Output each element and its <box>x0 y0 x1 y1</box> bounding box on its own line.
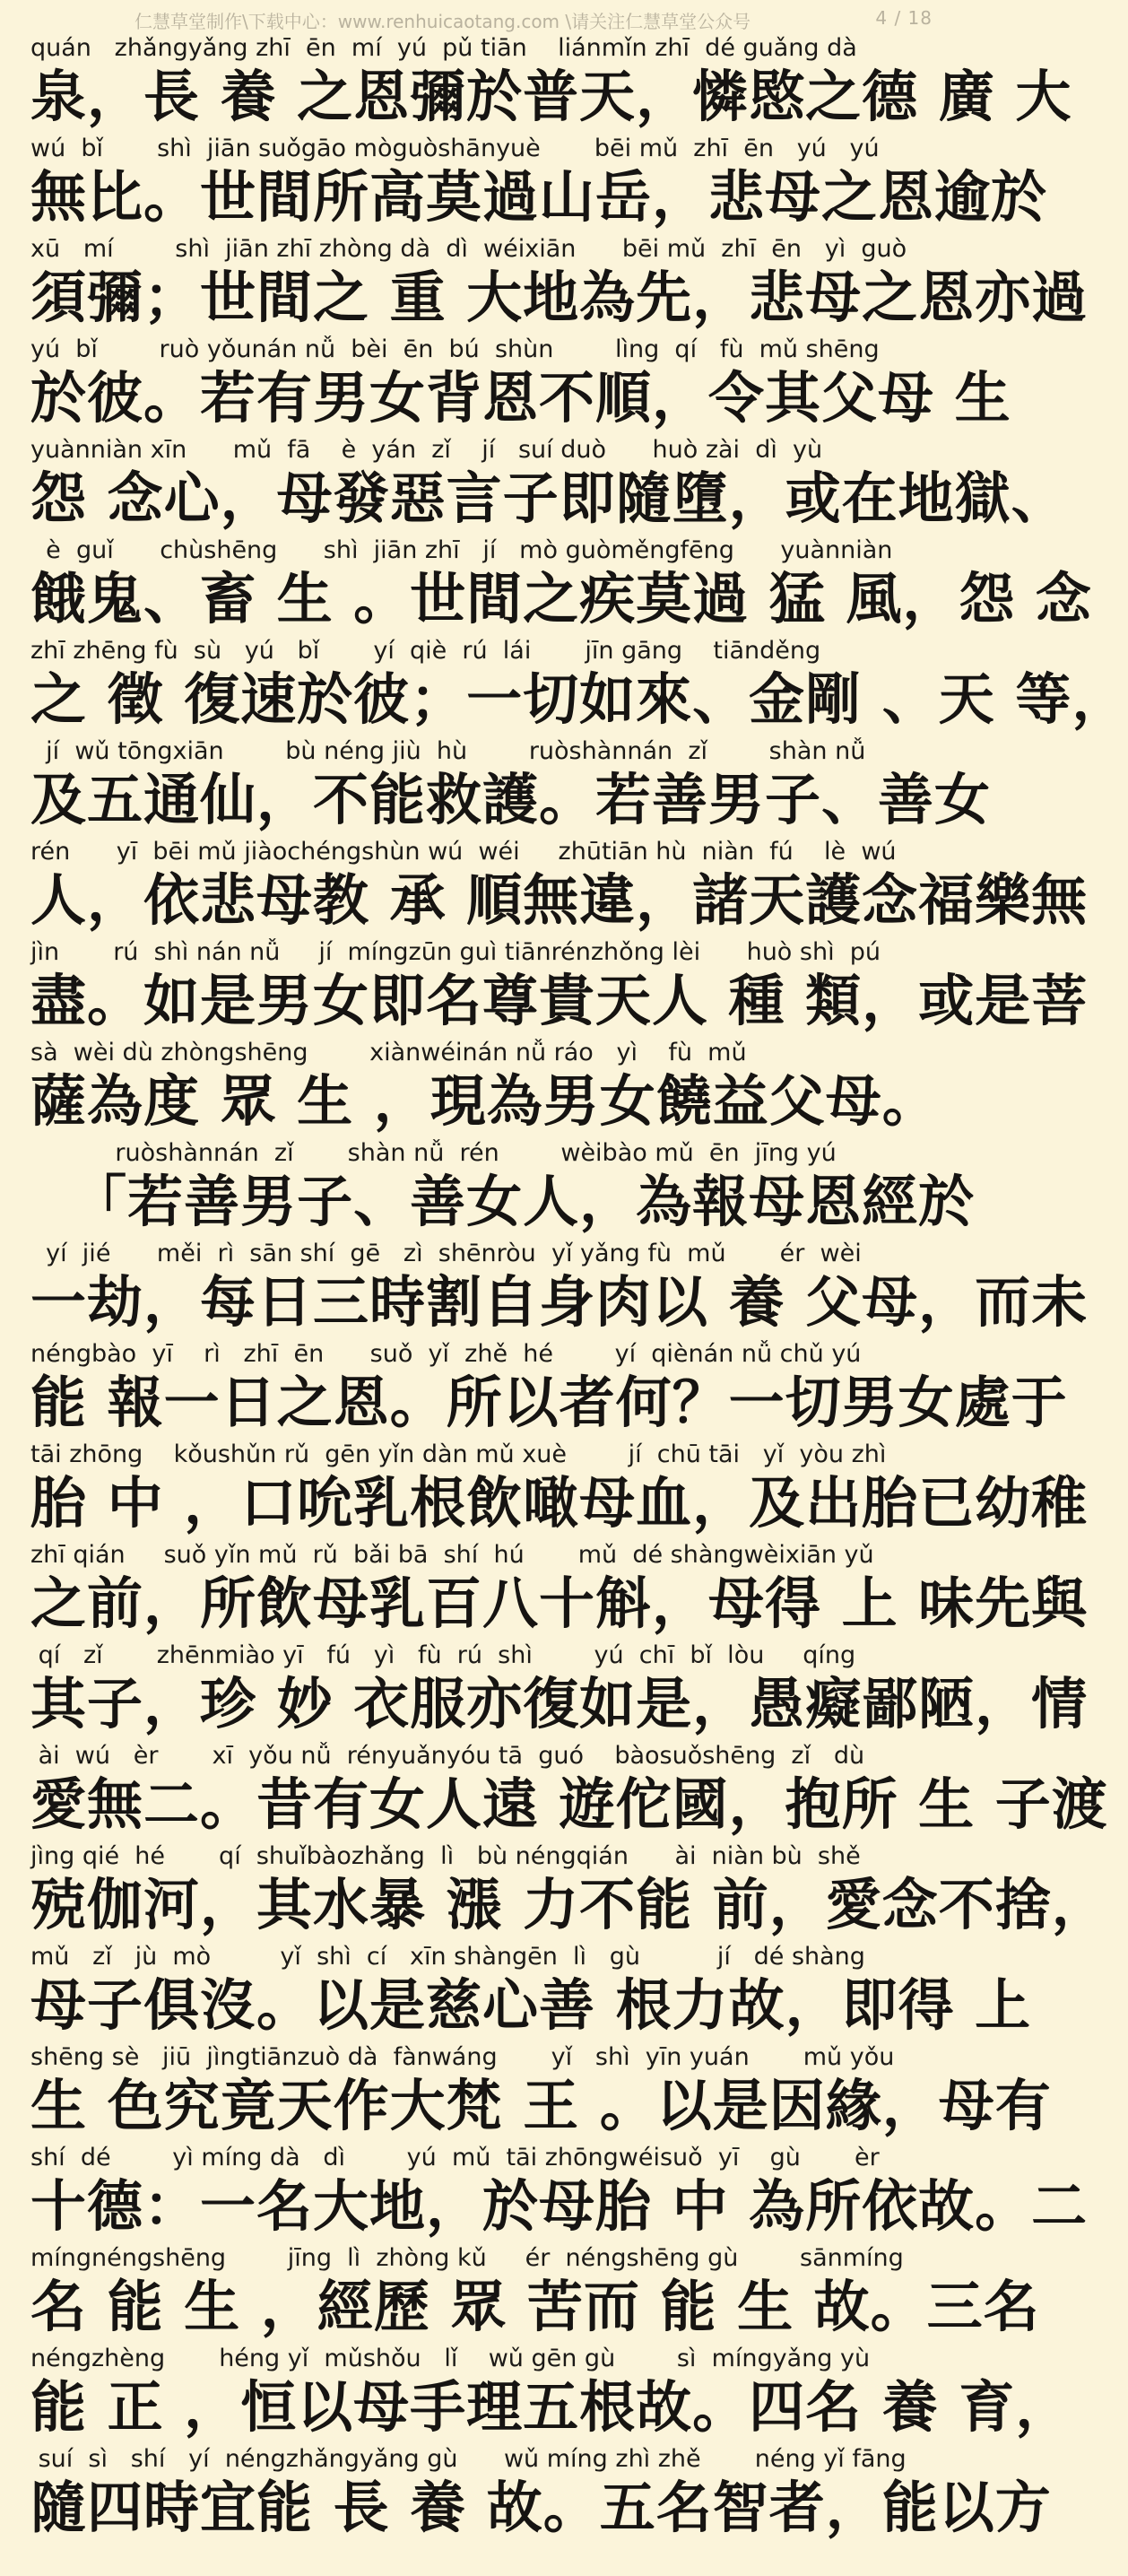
pinyin-annotation: néngzhèng héng yǐ mǔshǒu lǐ wǔ gēn gù sì míngyǎng yù <box>30 2345 871 2372</box>
chinese-text: 薩為度 眾 生 ，現為男女饒益父母。 <box>30 1068 939 1134</box>
pinyin-annotation: zhī zhēng fù sù yú bǐ yí qiè rú lái jīn gāng tiānděng <box>30 637 821 665</box>
pinyin-annotation: quán zhǎngyǎng zhī ēn mí yú pǔ tiān liánmǐn zhī dé guǎng dà <box>30 34 857 62</box>
chinese-text: 一劫，每日三時割自身肉以 養 父母，而未 <box>30 1269 1089 1335</box>
pinyin-annotation: zhī qián suǒ yǐn mǔ rǔ bǎi bā shí hú mǔ dé shàngwèixiān yǔ <box>30 1541 874 1569</box>
pinyin-annotation: shí dé yì míng dà dì yú mǔ tāi zhōngwéisuǒ yī gù èr <box>30 2144 880 2171</box>
pinyin-annotation: wú bǐ shì jiān suǒgāo mòguòshānyuè bēi mǔ zhī ēn yú yú <box>30 135 880 162</box>
text-line <box>30 1137 976 1238</box>
pinyin-annotation: yú bǐ ruò yǒunán nǚ bèi ēn bú shùn lìng qí fù mǔ shēng <box>30 335 880 363</box>
chinese-text: 怨 念心，母發惡言子即隨墮，或在地獄、 <box>30 466 1068 531</box>
chinese-text: 及五通仙，不能救護。若善男子、善女 <box>30 767 992 832</box>
pinyin-annotation: shēng sè jiū jìngtiānzuò dà fànwáng yǐ shì yīn yuán mǔ yǒu <box>30 2043 895 2071</box>
chinese-text: 能 正 ，恒以母手理五根故。四名 養 育， <box>30 2374 1072 2440</box>
text-line <box>30 1539 1089 1640</box>
text-line <box>30 635 1128 735</box>
pinyin-annotation: míngnéngshēng jīng lì zhòng kǔ ér néngshēng gù sānmíng <box>30 2244 904 2272</box>
pinyin-annotation: yí jié měi rì sān shí gē zì shēnròu yǐ yǎng fù mǔ ér wèi <box>30 1240 862 1267</box>
chinese-text: 之 徵 復速於彼；一切如來、金剛 、天 等， <box>30 666 1128 732</box>
pinyin-annotation: mǔ zǐ jù mò yǐ shì cí xīn shàngēn lì gù jí dé shàng <box>30 1943 865 1971</box>
text-line <box>30 1338 1068 1439</box>
text-line <box>30 2041 1052 2142</box>
text-line <box>30 1640 1089 1740</box>
pinyin-annotation: sà wèi dù zhòngshēng xiànwéinán nǚ ráo yì fù mǔ <box>30 1039 747 1066</box>
page-number: 4 / 18 <box>875 7 933 29</box>
text-line <box>30 2443 1052 2544</box>
text-line <box>30 434 1068 535</box>
pinyin-annotation: néngbào yī rì zhī ēn suǒ yǐ zhě hé yí qiènán nǚ chǔ yú <box>30 1340 862 1368</box>
chinese-text: 能 報一日之恩。所以者何？一切男女處于 <box>30 1370 1068 1435</box>
text-line <box>30 936 1089 1037</box>
chinese-text: 胎 中 ，口吮乳根飲噉母血，及出胎已幼稚 <box>30 1470 1089 1536</box>
text-line <box>30 334 1011 434</box>
pinyin-annotation: jìng qié hé qí shuǐbàozhǎng lì bù néngqián ài niàn bù shě <box>30 1842 861 1870</box>
chinese-text: 生 色究竟天作大梵 王 。以是因緣，母有 <box>30 2073 1052 2138</box>
pinyin-annotation: ài wú èr xī yǒu nǚ rényuǎnyóu tā guó bàosuǒshēng zǐ dù <box>30 1742 865 1770</box>
text-line <box>30 735 992 836</box>
text-line <box>30 1740 1108 1841</box>
text-line <box>30 2343 1072 2443</box>
chinese-text: 於彼。若有男女背恩不順，令其父母 生 <box>30 365 1011 431</box>
pinyin-annotation: tāi zhōng kǒushǔn rǔ gēn yǐn dàn mǔ xuè jí chū tāi yǐ yòu zhì <box>30 1440 887 1468</box>
text-line <box>30 535 1092 635</box>
pinyin-annotation: jí wǔ tōngxiān bù néng jiù hù ruòshànnán zǐ shàn nǚ <box>30 737 866 765</box>
pinyin-annotation: suí sì shí yí néngzhǎngyǎng gù wǔ míng zhì zhě néng yǐ fāng <box>30 2445 907 2473</box>
chinese-text: 隨四時宜能 長 養 故。五名智者，能以方 <box>30 2475 1052 2540</box>
pinyin-annotation: rén yī bēi mǔ jiàochéngshùn wú wéi zhūtiān hù niàn fú lè wú <box>30 838 897 866</box>
header-credit: 仁慧草堂制作\下载中心：www.renhuicaotang.com \请关注仁慧草堂公众号 <box>134 11 751 32</box>
text-line <box>30 836 1089 936</box>
chinese-text: 盡。如是男女即名尊貴天人 種 類，或是菩 <box>30 968 1089 1033</box>
chinese-text: 「若善男子、善女人，為報母恩經於 <box>30 1169 976 1234</box>
text-line <box>30 32 1072 133</box>
text-line <box>30 1238 1089 1338</box>
text-line <box>30 233 1089 334</box>
pinyin-annotation: xū mí shì jiān zhī zhòng dà dì wéixiān bēi mǔ zhī ēn yì guò <box>30 235 907 263</box>
chinese-text: 餓鬼、畜 生 。世間之疾莫過 猛 風，怨 念 <box>30 566 1092 631</box>
chinese-text: 人，依悲母教 承 順無違，諸天護念福樂無 <box>30 867 1089 933</box>
chinese-text: 其子，珍 妙 衣服亦復如是，愚癡鄙陋，情 <box>30 1671 1089 1736</box>
text-line <box>30 1037 938 1137</box>
sutra-text-body <box>30 32 1128 2576</box>
text-line <box>30 1439 1089 1539</box>
pinyin-annotation: è guǐ chùshēng shì jiān zhī jí mò guòměngfēng yuànniàn <box>30 536 893 564</box>
chinese-text: 殑伽河，其水暴 漲 力不能 前，愛念不捨， <box>30 1872 1108 1937</box>
chinese-text: 愛無二。昔有女人遠 遊佗國，抱所 生 子渡 <box>30 1771 1108 1837</box>
text-line <box>30 1841 1108 1941</box>
chinese-text: 無比。世間所高莫過山岳，悲母之恩逾於 <box>30 164 1048 230</box>
text-line <box>30 2142 1089 2242</box>
chinese-text: 泉，長 養 之恩彌於普天，憐愍之德 廣 大 <box>30 64 1072 129</box>
text-line <box>30 2242 1040 2343</box>
text-line <box>30 133 1048 233</box>
pinyin-annotation: jìn rú shì nán nǚ jí míngzūn guì tiānrénzhǒng lèi huò shì pú <box>30 938 881 966</box>
chinese-text: 母子俱沒。以是慈心善 根力故，即得 上 <box>30 1972 1032 2038</box>
chinese-text: 之前，所飲母乳百八十斛，母得 上 味先與 <box>30 1571 1089 1636</box>
text-line <box>30 1941 1032 2041</box>
pinyin-annotation: ruòshànnán zǐ shàn nǚ rén wèibào mǔ ēn jīng yú <box>30 1139 837 1167</box>
chinese-text: 須彌；世間之 重 大地為先，悲母之恩亦過 <box>30 265 1089 330</box>
chinese-text: 十德：一名大地，於母胎 中 為所依故。二 <box>30 2173 1089 2239</box>
chinese-text: 名 能 生 ，經歷 眾 苦而 能 生 故。三名 <box>30 2274 1040 2339</box>
pinyin-annotation: qí zǐ zhēnmiào yī fú yì fù rú shì yú chī bǐ lòu qíng <box>30 1641 856 1669</box>
pinyin-annotation: yuànniàn xīn mǔ fā è yán zǐ jí suí duò huò zài dì yù <box>30 436 823 464</box>
